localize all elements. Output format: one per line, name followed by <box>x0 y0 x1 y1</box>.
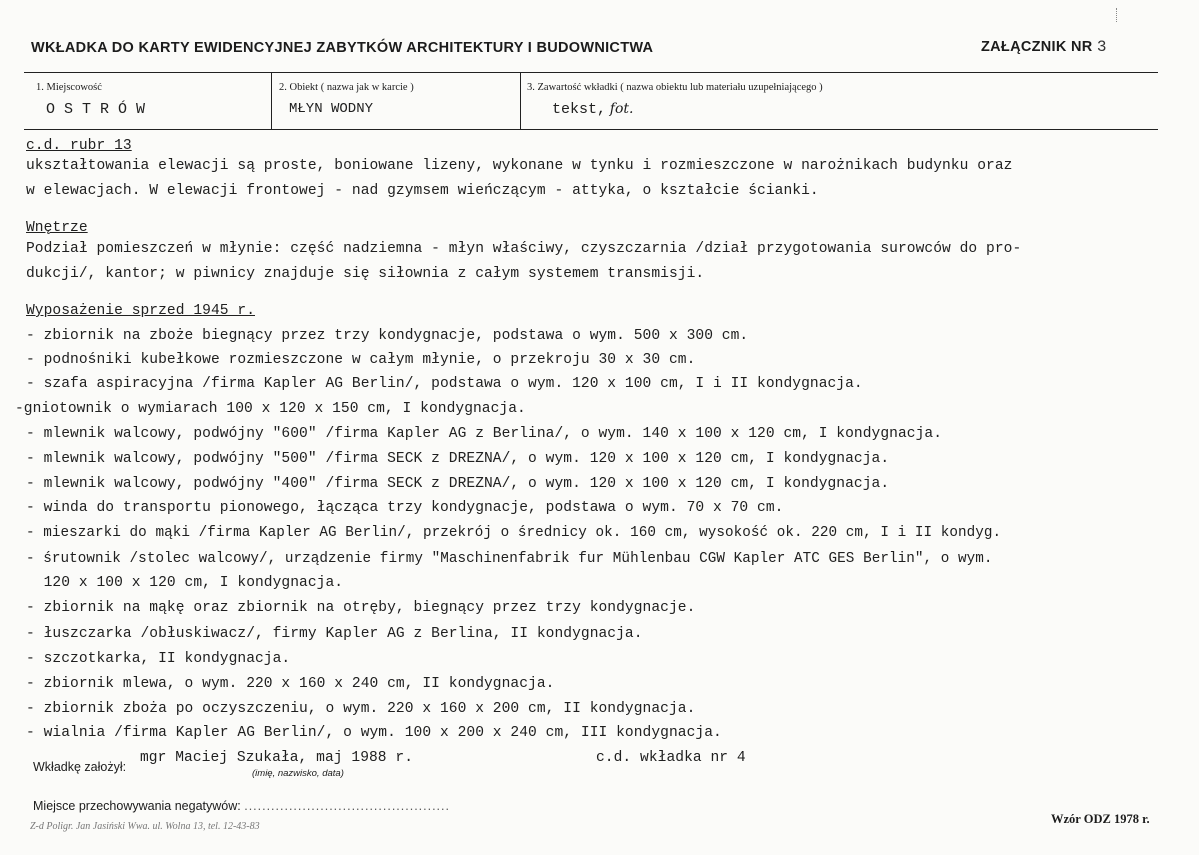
place-value: OSTRÓW <box>46 101 155 118</box>
text-line: - zbiornik na zboże biegnący przez trzy kondygnacje, podstawa o wym. 500 x 300 cm. <box>26 328 749 344</box>
created-by-value: mgr Maciej Szukała, maj 1988 r. <box>140 750 414 766</box>
text-line: ukształtowania elewacji są proste, boniowane lizeny, wykonane w tynku i rozmieszczone w narożnikach budynku oraz <box>26 158 1013 174</box>
place-label: 1. Miejscowość <box>36 82 102 93</box>
text-line: - mieszarki do mąki /firma Kapler AG Berlin/, przekrój o średnicy ok. 160 cm, wysokość ok. 220 cm, I i II kondyg. <box>26 525 1002 541</box>
annex-number: 3 <box>1096 38 1107 56</box>
object-value: MŁYN WODNY <box>289 101 374 117</box>
text-line: w elewacjach. W elewacji frontowej - nad gzymsem wieńczącym - attyka, o kształcie ścianki. <box>26 183 819 199</box>
text-line: - śrutownik /stolec walcowy/, urządzenie firmy "Maschinenfabrik fur Mühlenbau CGW Kapler ATC GES Berlin", o wym. <box>26 551 993 567</box>
text-line: - podnośniki kubełkowe rozmieszczone w całym młynie, o przekroju 30 x 30 cm. <box>26 352 696 368</box>
text-line: Podział pomieszczeń w młynie: część nadziemna - młyn właściwy, czyszczarnia /dział przygotowania surowców do pro- <box>26 241 1022 257</box>
text-line: - mlewnik walcowy, podwójny "500" /firma SECK z DREZNA/, o wym. 120 x 100 x 120 cm, I kondygnacja. <box>26 451 890 467</box>
text-line: - wialnia /firma Kapler AG Berlin/, o wym. 100 x 200 x 240 cm, III kondygnacja. <box>26 725 722 741</box>
content-value-handwritten: fot. <box>609 101 634 117</box>
negatives-storage-label <box>33 799 450 813</box>
text-line: - winda do transportu pionowego, łącząca trzy kondygnacje, podstawa o wym. 70 x 70 cm. <box>26 500 784 516</box>
negatives-storage-label-text: Miejsce przechowywania negatywów: <box>33 799 241 813</box>
content-label: 3. Zawartość wkładki ( nazwa obiektu lub materiału uzupełniającego ) <box>527 82 823 93</box>
text-line: dukcji/, kantor; w piwnicy znajduje się siłownia z całym systemem transmisji. <box>26 266 705 282</box>
field-divider-1 <box>271 73 272 129</box>
created-by-hint: (imię, nazwisko, data) <box>252 768 344 779</box>
text-line: 120 x 100 x 120 cm, I kondygnacja. <box>26 575 344 591</box>
text-line: - łuszczarka /obłuskiwacz/, firmy Kapler AG z Berlina, II kondygnacja. <box>26 626 643 642</box>
text-line: - zbiornik zboża po oczyszczeniu, o wym. 220 x 160 x 200 cm, II kondygnacja. <box>26 701 696 717</box>
field-divider-2 <box>520 73 521 129</box>
text-line: -gniotownik o wymiarach 100 x 120 x 150 cm, I kondygnacja. <box>15 401 526 417</box>
created-by-label: Wkładkę założył: <box>33 760 127 774</box>
text-line: - szafa aspiracyjna /firma Kapler AG Berlin/, podstawa o wym. 120 x 100 cm, I i II kondygnacja. <box>26 376 863 392</box>
text-line: - zbiornik na mąkę oraz zbiornik na otręby, biegnący przez trzy kondygnacje. <box>26 600 696 616</box>
text-line: c.d. rubr 13 <box>26 138 132 154</box>
form-template-label: Wzór ODZ 1978 r. <box>1051 812 1150 826</box>
edge-mark <box>1116 8 1118 22</box>
text-line: - zbiornik mlewa, o wym. 220 x 160 x 240 cm, II kondygnacja. <box>26 676 555 692</box>
text-line: - mlewnik walcowy, podwójny "400" /firma SECK z DREZNA/, o wym. 120 x 100 x 120 cm, I kondygnacja. <box>26 476 890 492</box>
printer-imprint: Z-d Poligr. Jan Jasiński Wwa. ul. Wolna 13, tel. 12-43-83 <box>30 821 260 832</box>
continuation-note: c.d. wkładka nr 4 <box>596 750 746 766</box>
content-value-typed: tekst, <box>552 101 607 118</box>
text-line: Wyposażenie sprzed 1945 r. <box>26 303 255 319</box>
card-title: WKŁADKA DO KARTY EWIDENCYJNEJ ZABYTKÓW ARCHITEKTURY I BUDOWNICTWA <box>31 40 654 56</box>
header-top-rule <box>24 72 1158 73</box>
annex-label <box>981 38 1107 56</box>
text-line: Wnętrze <box>26 220 88 236</box>
header-bottom-rule <box>24 129 1158 130</box>
annex-label-text: ZAŁĄCZNIK NR <box>981 39 1093 55</box>
text-line: - mlewnik walcowy, podwójny "600" /firma Kapler AG z Berlina/, o wym. 140 x 100 x 120 cm, I kondygnacja. <box>26 426 942 442</box>
content-value <box>552 101 633 118</box>
object-label: 2. Obiekt ( nazwa jak w karcie ) <box>279 82 414 93</box>
text-line: - szczotkarka, II kondygnacja. <box>26 651 291 667</box>
negatives-storage-dots: .............................................. <box>244 799 450 813</box>
